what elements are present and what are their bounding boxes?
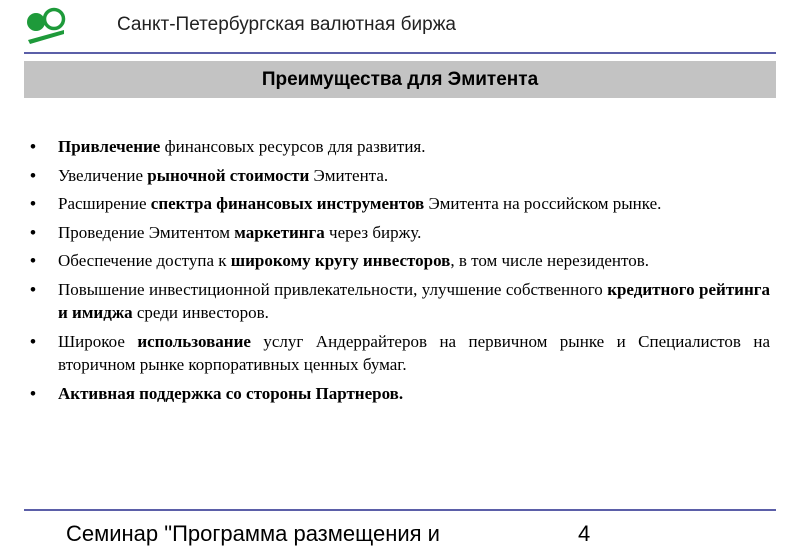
bold-text: спектра финансовых инструментов [150, 194, 425, 213]
text: Повышение инвестиционной привлекательности, улучшение собственного [58, 279, 608, 299]
header-divider [24, 52, 776, 54]
exchange-logo-icon [24, 6, 68, 46]
list-item [30, 164, 770, 188]
text: Эмитента. [309, 165, 389, 185]
text: Эмитента на российском рынке. [424, 194, 662, 213]
text: Проведение Эмитентом [58, 222, 235, 242]
text: среди инвесторов. [132, 303, 269, 322]
list-item [30, 249, 770, 273]
slide-title: Преимущества для Эмитента [261, 68, 539, 90]
bold-text: широкому кругу инвесторов [230, 251, 451, 270]
text: Обеспечение доступа к [58, 251, 231, 270]
text: Увеличение [58, 165, 148, 185]
page-number: 4 [578, 521, 591, 546]
list-item [30, 382, 770, 406]
list-item [30, 135, 770, 159]
list-item [30, 278, 770, 325]
list-item [30, 192, 770, 216]
bold-text: Привлечение [58, 137, 161, 156]
slide-title-bar [24, 61, 776, 98]
text: финансовых ресурсов для развития. [160, 137, 426, 156]
list-item [30, 330, 770, 377]
list-item [30, 221, 770, 245]
bold-text: кредитного рейтинга и имиджа [58, 279, 770, 322]
text: Расширение [58, 194, 151, 213]
bold-text: Активная поддержка со стороны Партнеров. [58, 383, 404, 403]
footer-divider [24, 509, 776, 511]
text: Широкое [58, 331, 138, 351]
bold-text: маркетинга [234, 222, 325, 242]
footer-text: Семинар "Программа размещения и [66, 521, 440, 546]
organization-title: Санкт-Петербургская валютная биржа [117, 14, 456, 35]
text: , в том числе нерезидентов. [450, 251, 649, 270]
bold-text: рыночной стоимости [147, 165, 310, 185]
advantages-list [30, 135, 770, 410]
text: через биржу. [324, 222, 422, 242]
text: услуг Андеррайтеров на первичном рынке и Специалистов на вторичном рынке корпоративных ценных бумаг. [58, 331, 770, 374]
bold-text: использование [137, 331, 251, 351]
